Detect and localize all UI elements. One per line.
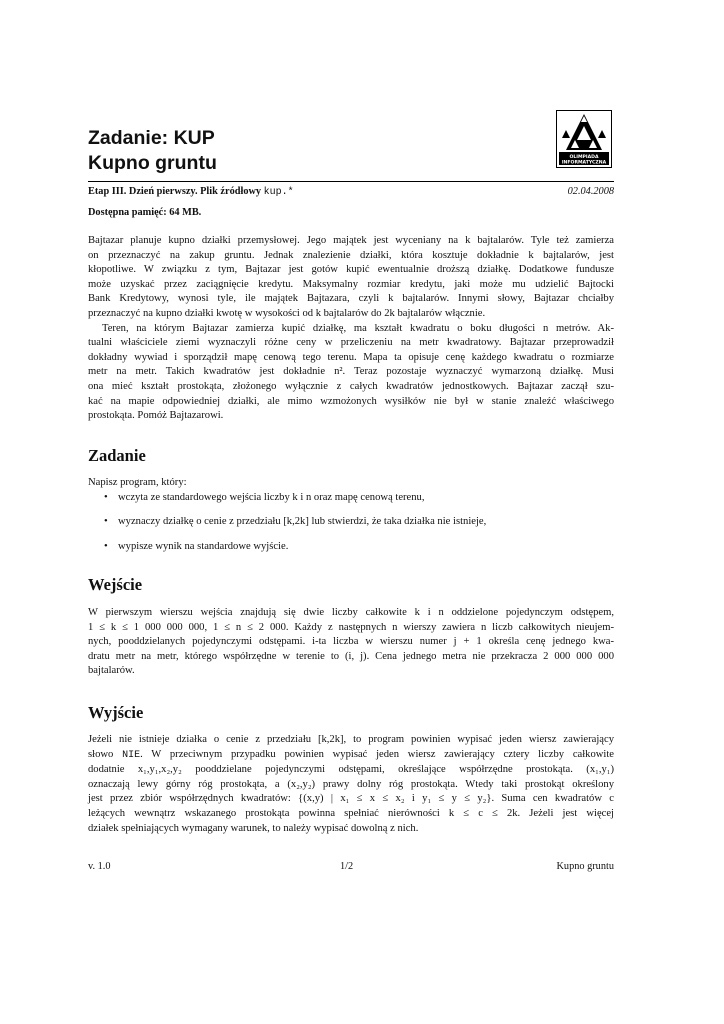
output-spec-text: [88, 733, 614, 836]
bullet-dot: •: [104, 541, 108, 552]
text-line: może uzyskać przez zaciągnięcie kredytu. Maksymalny rozmiar kredytu, jaki może mu udzielić Bajtocki: [88, 278, 614, 290]
footer-version: v. 1.0: [88, 861, 111, 872]
text-line: kłopotliwe. W związku z tym, Bajtazar jest gotów kupić ewentualnie droższą działkę. Dodatkowe fundusze: [88, 264, 614, 276]
text-line: działek spełniających wymagany warunek, to należy wypisać dowolną z nich.: [88, 822, 419, 834]
text-line: jest przez zbiór współrzędnych kwadratów: {(x,y) | x₁ ≤ x ≤ x₂ i y₁ ≤ y ≤ y₂}. Suma cen kwadratów c: [88, 793, 614, 805]
list-item-text: wypisze wynik na standardowe wyjście.: [118, 541, 289, 552]
text-line: dokładny wywiad i sporządził mapę cenową tego terenu. Mapa ta opisuje cenę każdego kwadratu o rozmiarze: [88, 351, 614, 363]
text-fragment: . W przeciwnym przypadku powinien wypisać jeden wiersz zawierający cztery liczby całkowite: [140, 748, 614, 760]
logo-text-2: INFORMATYCZNA: [561, 160, 607, 166]
text-line: ona mieć kształt prostokąta, złożonego wyłącznie z całych kwadratów jednostkowych. Bajtazar zaczął szu-: [88, 380, 614, 392]
list-item-text: wczyta ze standardowego wejścia liczby k i n oraz mapę cenową terenu,: [118, 492, 425, 503]
text-line: przeznaczyć na kupno działki kwotę w wysokości od k bajtalarów do 2k bajtalarów włącznie.: [88, 307, 486, 319]
header-rule: [88, 181, 614, 182]
meta-prefix: Etap III. Dzień pierwszy. Plik źródłowy: [88, 186, 264, 197]
text-line: prostokąta. Pomóż Bajtazarowi.: [88, 410, 224, 422]
section-heading-wyjscie: Wyjście: [88, 703, 144, 722]
bullet-dot: •: [104, 516, 108, 527]
text-line: [88, 748, 614, 764]
list-item: [104, 491, 425, 506]
bullet-dot: •: [104, 492, 108, 503]
text-line: tualni właściciele ziemi wyznaczyli różne ceny w przeliczeniu na metr kwadratowy. Bajtazar przeprowadził: [88, 337, 614, 349]
text-line: Jeżeli nie istnieje działka o cenie z przedziału [k,2k], to program powinien wypisać jeden wiersz zawierający: [88, 734, 614, 745]
text-line: on przeznaczyć na zakup gruntu. Jednak znalezienie działki, która kosztuje dokładnie k bajtalarów, jest: [88, 249, 614, 261]
list-item-text: wyznaczy działkę o cenie z przedziału [k,2k] lub stwierdzi, że taka działka nie istnieje,: [118, 516, 487, 527]
input-spec-text: [88, 606, 614, 679]
text-line: dratu metr na metr, którego współrzędne w terenie to (i, j). Cena jednego metra nie przekracza 2 000 000 000: [88, 650, 614, 662]
text-line: Bajtazar planuje kupno działki przemysłowej. Jego majątek jest wyceniany na k bajtalarów. Tyle też zamierza: [88, 235, 614, 246]
text-line: kać na mapie odpowiedniej działki, ale mimo wzmożonych wysiłków nie był w stanie znaleźć właściwego: [88, 395, 614, 407]
text-line: bajtalarów.: [88, 665, 135, 677]
text-line: nych, pooddzielanych pojedynczymi odstępami. i-ta liczba w wierszu numer j + 1 określa cenę jednego kwa-: [88, 636, 614, 648]
memory-limit: Dostępna pamięć: 64 MB.: [88, 207, 202, 218]
footer-task-name: Kupno gruntu: [556, 861, 614, 872]
section-heading-wejscie: Wejście: [88, 575, 143, 594]
logo-text-1: OLIMPIADA: [569, 155, 599, 160]
text-line: W pierwszym wierszu wejścia znajdują się dwie liczby całkowite k i n oddzielone pojedynczym odstępem,: [88, 607, 614, 618]
task-lead: Napisz program, który:: [88, 477, 187, 488]
text-line: Teren, na którym Bajtazar zamierza kupić działkę, ma kształt kwadratu o boku długości n metrów. Ak-: [102, 322, 614, 334]
text-line: 1 ≤ k ≤ 1 000 000 000, 1 ≤ n ≤ 2 000. Każdy z następnych n wierszy zawiera n liczb całkowitych nieujem-: [88, 621, 614, 633]
text-line: leżących wewnątrz wskazanego prostokąta powinna spełniać nierówności k ≤ c ≤ 2k. Jeżeli jest więcej: [88, 807, 614, 819]
task-title: Zadanie: KUP: [88, 127, 215, 149]
list-item: [104, 515, 486, 530]
source-file: kup.*: [263, 187, 294, 198]
text-fragment: słowo: [88, 748, 123, 760]
intro-text: [88, 234, 614, 424]
text-line: Bank Kredytowy, wynosi tyle, ile majątek Bajtazara, czyli k bajtalarów. Innymi słowy, Bajtazar chciałby: [88, 293, 614, 305]
section-heading-zadanie: Zadanie: [88, 446, 146, 465]
olimpiada-logo: [556, 110, 612, 168]
task-subtitle: Kupno gruntu: [88, 152, 217, 174]
text-line: dodatnie x₁,y₁,x₂,y₂ pooddzielane pojedynczymi odstępami, określające współrzędne prostokąta. (x₁,y₁): [88, 764, 614, 776]
footer-page-number: 1/2: [340, 861, 354, 872]
text-line: metr na metr. Takich kwadratów jest dokładnie n². Teraz pozostaje wyznaczyć wymarzoną działkę. Musi: [88, 366, 614, 378]
text-line: oznaczają lewy górny róg prostokąta, a (x₂,y₂) prawy dolny róg prostokąta. Wtedy taki prostokąt określony: [88, 778, 614, 790]
meta-line: [88, 185, 294, 201]
code-nie: NIE: [122, 749, 141, 761]
contest-date: 02.04.2008: [567, 186, 614, 197]
list-item: [104, 540, 288, 555]
